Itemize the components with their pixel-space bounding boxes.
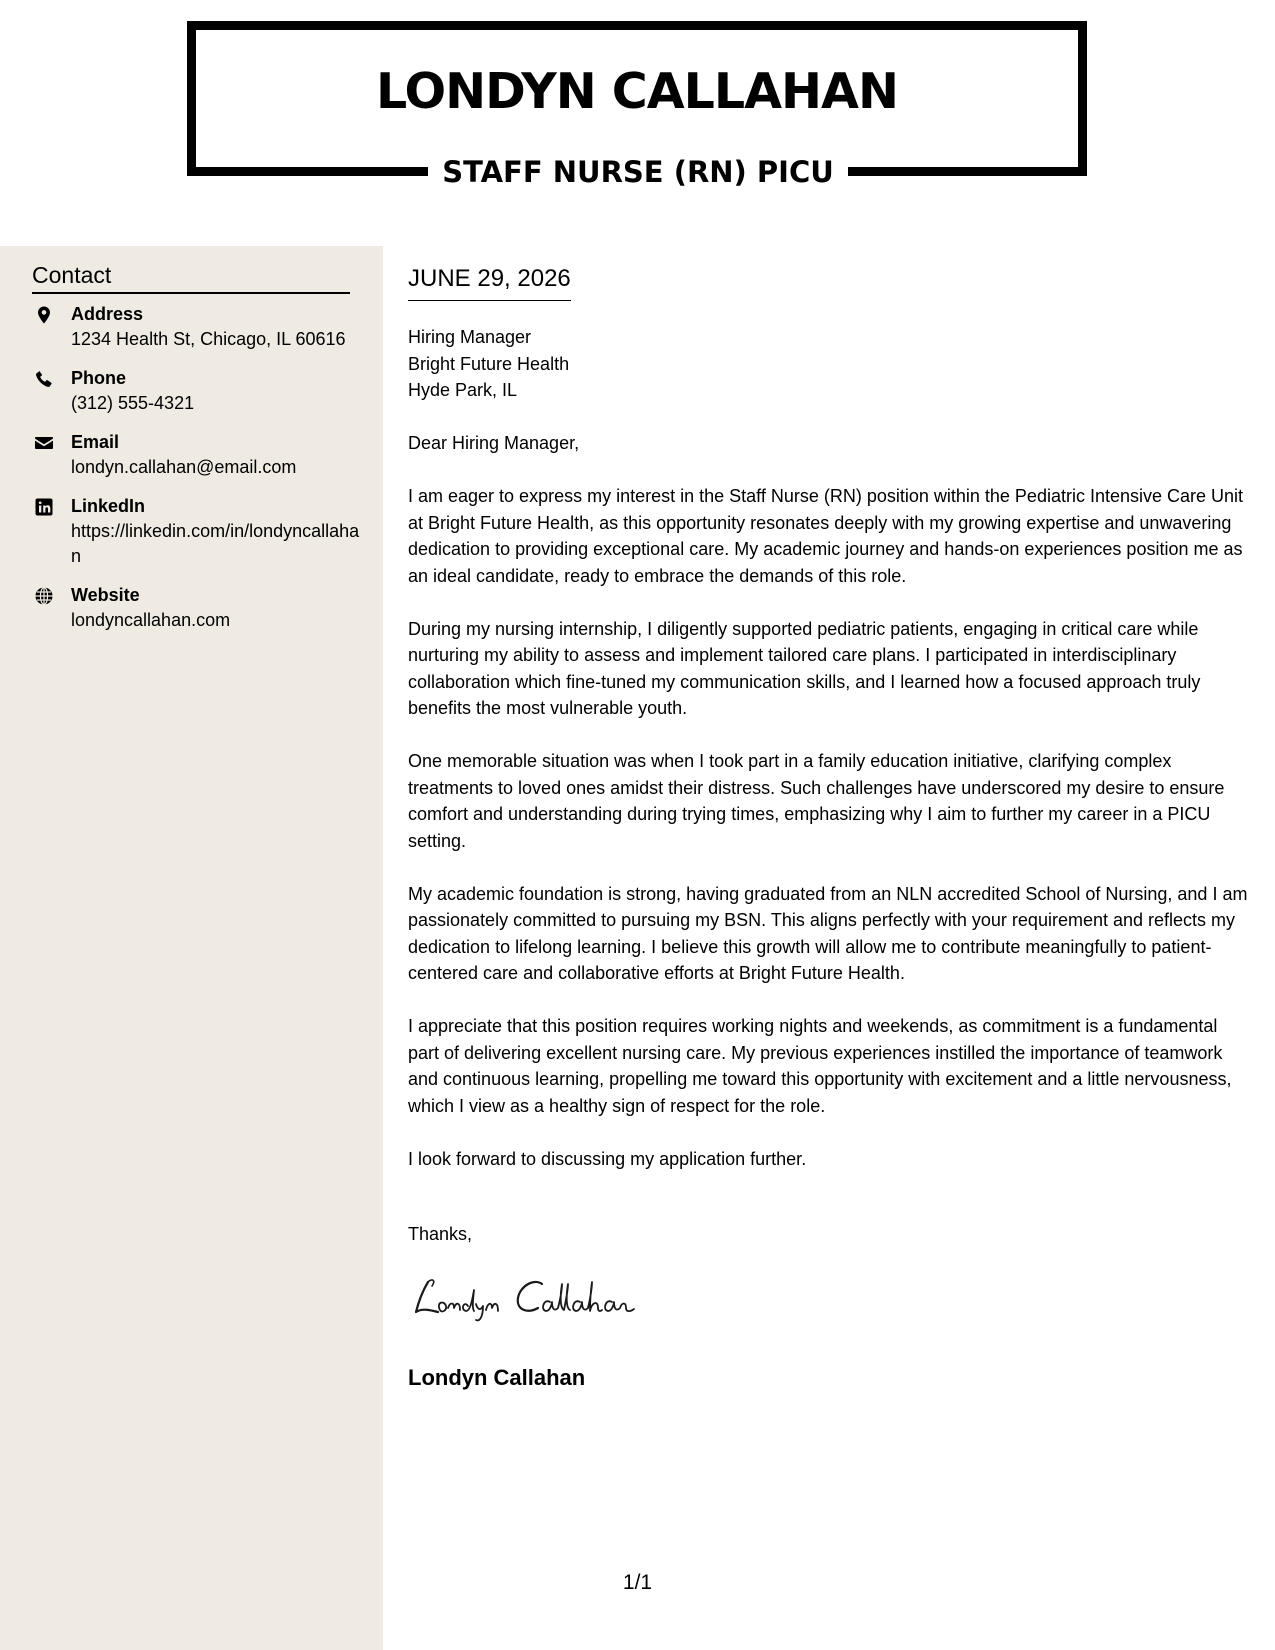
paragraph: I appreciate that this position requires working nights and weekends, as commitment is a fundamental part of delivering excellent nursing care. My previous experiences instilled the importance of teamwork and continuous learning, propelling me toward this opportunity with excitement and a little nervousness, which I view as a healthy sign of respect for the role. — [408, 1016, 1232, 1116]
email-value: londyn.callahan@email.com — [71, 457, 297, 477]
recipient-location: Hyde Park, IL — [408, 380, 518, 400]
contact-website — [32, 583, 362, 633]
contact-linkedin — [32, 494, 362, 569]
paragraph: I look forward to discussing my application further. — [408, 1148, 807, 1169]
salutation: Dear Hiring Manager, — [408, 433, 580, 453]
paragraph: I am eager to express my interest in the Staff Nurse (RN) position within the Pediatric Intensive Care Unit at Bright Future Health, as this opportunity resonates deeply with my growing expertise and unwavering dedication to providing exceptional care. My academic journey and hands-on experiences position me as an ideal candidate, ready to embrace the demands of this role. — [408, 486, 1244, 586]
phone-value: (312) 555-4321 — [71, 393, 195, 413]
job-title-banner — [428, 146, 848, 202]
globe-icon — [34, 586, 54, 606]
handwritten-signature — [410, 1272, 670, 1324]
paragraph: During my nursing internship, I diligently supported pediatric patients, engaging in critical care while nurturing my ability to assess and implement tailored care plans. I participated in interdisciplinary collaboration which fine-tuned my communication skills, and I learned how a focused approach truly benefits the most vulnerable youth. — [408, 618, 1201, 718]
applicant-name-title: LONDYN CALLAHAN — [376, 63, 898, 120]
signed-name: Londyn Callahan — [408, 1365, 586, 1390]
contact-label: Website — [71, 585, 140, 605]
contact-list — [32, 302, 362, 647]
paragraph: My academic foundation is strong, having graduated from an NLN accredited School of Nursing, and I am passionately committed to pursuing my BSN. This aligns perfectly with your requirement and reflects my dedication to lifelong learning. I believe this growth will allow me to contribute meaningfully to patient-centered care and collaborative efforts at Bright Future Health. — [408, 883, 1248, 983]
job-title: STAFF NURSE (RN) PICU — [442, 155, 834, 189]
contact-label: Phone — [71, 368, 127, 388]
phone-icon — [34, 369, 54, 389]
contact-label: Email — [71, 432, 120, 452]
recipient-title: Hiring Manager — [408, 327, 532, 347]
page-number: 1/1 — [622, 1571, 653, 1594]
linkedin-icon — [34, 497, 54, 517]
contact-phone — [32, 366, 362, 416]
address-value: 1234 Health St, Chicago, IL 60616 — [71, 329, 346, 349]
envelope-icon — [34, 433, 54, 453]
linkedin-value: https://linkedin.com/in/londyncallahan — [71, 521, 360, 566]
contact-label: Address — [71, 304, 144, 324]
contact-email — [32, 430, 362, 480]
contact-label: LinkedIn — [71, 496, 146, 516]
website-value: londyncallahan.com — [71, 610, 231, 630]
contact-heading: Contact — [32, 260, 350, 294]
contact-address — [32, 302, 362, 352]
header — [0, 0, 1275, 246]
closing: Thanks, — [408, 1224, 473, 1244]
map-pin-icon — [34, 305, 54, 325]
recipient-company: Bright Future Health — [408, 353, 570, 374]
letter-date: JUNE 29, 2026 — [408, 264, 571, 301]
paragraph: One memorable situation was when I took part in a family education initiative, clarifying complex treatments to loved ones amidst their distress. Such challenges have underscored my desire to ensure comfort and understanding during trying times, emphasizing why I aim to further my career in a PICU setting. — [408, 751, 1225, 851]
recipient-block — [408, 324, 569, 404]
letter-paragraphs — [408, 483, 1253, 1199]
contact-sidebar — [0, 246, 383, 1650]
